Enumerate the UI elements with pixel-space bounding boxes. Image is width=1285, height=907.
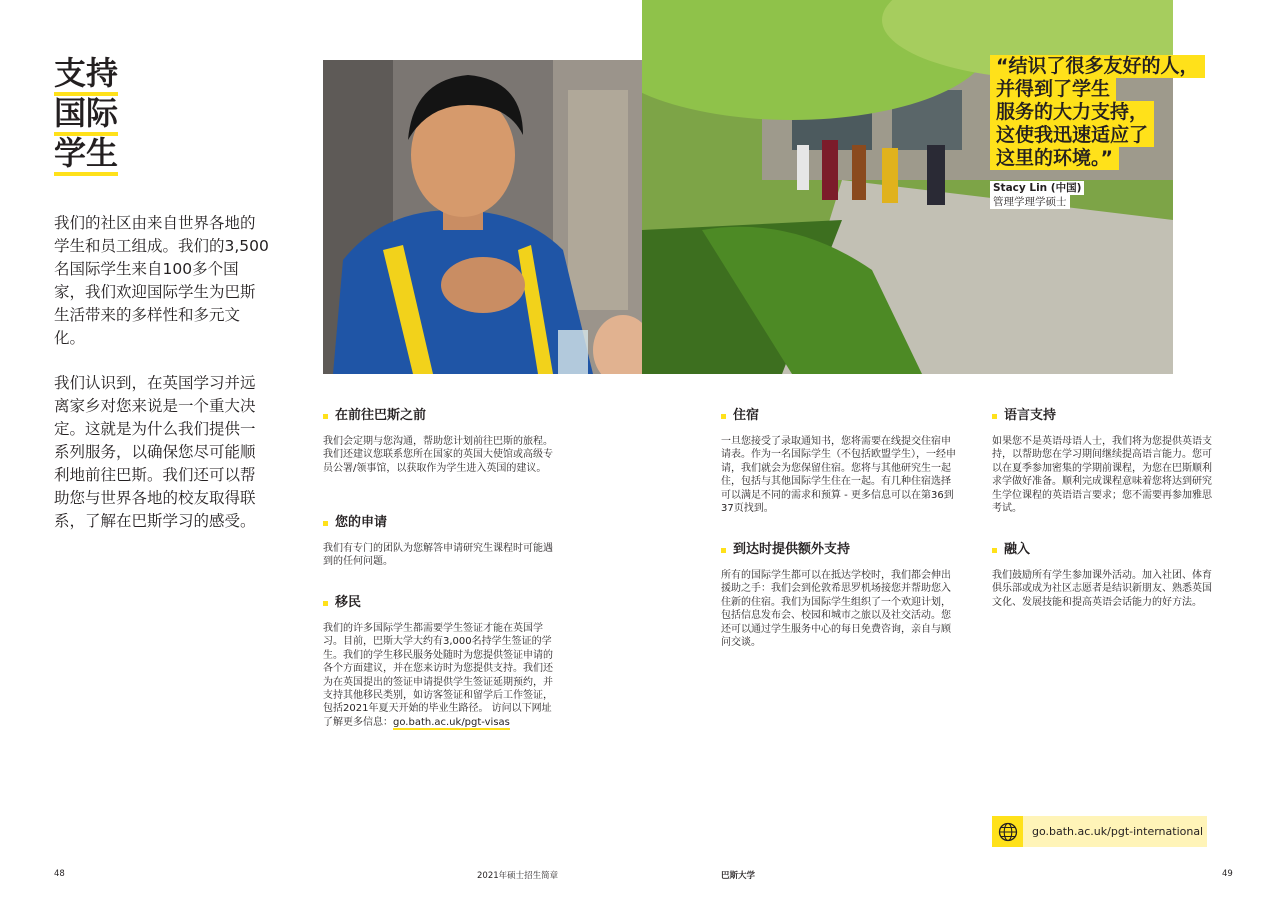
student-quote: [990, 55, 1220, 170]
quote-attribution: [990, 181, 1160, 209]
section-heading: 您的申请: [323, 515, 555, 531]
quote-line-4: 这使我迅速适应了: [990, 124, 1154, 147]
student-portrait-illustration: [323, 60, 642, 374]
section-body: [323, 622, 555, 729]
title-line-2: 国际: [54, 96, 118, 136]
page-number-left: 48: [54, 869, 65, 879]
intro-text: [54, 212, 269, 555]
page-title: [54, 56, 174, 176]
intro-paragraph-2: 我们认识到，在英国学习并远离家乡对您来说是一个重大决定。这就是为什么我们提供一系列服务，以确保您尽可能顺利地前往巴斯。我们还可以帮助您与世界各地的校友取得联系，了解在巴斯学习的感受。: [54, 374, 256, 530]
title-line-3: 学生: [54, 136, 118, 176]
international-link-text[interactable]: go.bath.ac.uk/pgt-international: [1032, 825, 1204, 838]
section-body: 我们会定期与您沟通，帮助您计划前往巴斯的旅程。我们还建议您联系您所在国家的英国大使馆或高级专员公署/领事馆，以获取作为学生进入英国的建议。: [323, 436, 553, 474]
section-integration: [992, 542, 1220, 609]
international-web-link[interactable]: [992, 816, 1207, 847]
section-before-arrival: [323, 408, 555, 475]
section-application: [323, 515, 555, 569]
section-heading: 融入: [992, 542, 1220, 558]
section-arrival-support: [721, 542, 959, 649]
footer-university-name: 巴斯大学: [721, 871, 756, 881]
quote-line-3: 服务的大力支持，: [990, 101, 1154, 124]
title-line-1: 支持: [54, 56, 118, 96]
section-heading: 到达时提供额外支持: [721, 542, 959, 558]
quote-author-name: Stacy Lin (中国): [990, 181, 1084, 195]
section-immigration: [323, 595, 555, 729]
visas-link[interactable]: go.bath.ac.uk/pgt-visas: [393, 716, 510, 728]
section-body: 一旦您接受了录取通知书，您将需要在线提交住宿申请表。作为一名国际学生（不包括欧盟学生），一经申请，我们就会为您保留住宿。您将与其他研究生一起住，包括与其他国际学生住在一起。有几种住宿选择可以满足不同的需求和预算 - 更多信息可以在第36到37页找到。: [721, 436, 956, 515]
section-body: 所有的国际学生都可以在抵达学校时，我们都会伸出援助之手：我们会到伦敦希思罗机场接您并帮助您入住新的住宿。我们为国际学生组织了一个欢迎计划，包括信息发布会、校园和城市之旅以及社交活动。您还可以通过学生服务中心的每日免费咨询，亲自与顾问交谈。: [721, 570, 951, 649]
quote-author-role: 管理学理学硕士: [990, 195, 1070, 209]
section-accommodation: [721, 408, 959, 515]
page-number-right: 49: [1222, 869, 1233, 879]
quote-line-1: “结识了很多友好的人，: [990, 55, 1205, 78]
intro-paragraph-1: 我们的社区由来自世界各地的学生和员工组成。我们的3,500名国际学生来自100多个国家，我们欢迎国际学生为巴斯生活带来的多样性和多元文化。: [54, 214, 269, 347]
globe-icon-graphic: [998, 822, 1018, 842]
student-portrait-photo: [323, 60, 642, 374]
section-heading: 在前往巴斯之前: [323, 408, 555, 424]
section-body: 我们鼓励所有学生参加课外活动。加入社团、体育俱乐部或成为社区志愿者是结识新朋友、熟悉英国文化、发展技能和提高英语会话能力的好方法。: [992, 570, 1212, 608]
section-heading: 语言支持: [992, 408, 1220, 424]
globe-icon: [992, 816, 1023, 847]
quote-line-2: 并得到了学生: [990, 78, 1116, 101]
section-heading: 移民: [323, 595, 555, 611]
section-body: 我们有专门的团队为您解答申请研究生课程时可能遇到的任何问题。: [323, 543, 553, 568]
footer-guide-title: 2021年硕士招生简章: [477, 871, 559, 881]
quote-line-5: 这里的环境。”: [990, 147, 1119, 170]
section-heading: 住宿: [721, 408, 959, 424]
immigration-text: 我们的许多国际学生都需要学生签证才能在英国学习。目前，巴斯大学大约有3,000名持学生签证的学生。我们的学生移民服务处随时为您提供签证申请的各个方面建议，并在您来访时为您提供支持。我们还为在英国提出的签证申请提供学生签证延期预约，并支持其他移民类别，如访客签证和留学后工作签证，包括2021年夏天开始的毕业生路径。 访问以下网址了解更多信息：: [323, 623, 553, 728]
section-language-support: [992, 408, 1220, 515]
section-body: 如果您不是英语母语人士，我们将为您提供英语支持，以帮助您在学习期间继续提高语言能力。您可以在夏季参加密集的学期前课程，为您在巴斯顺利求学做好准备。顺利完成课程意味着您将达到研究生学位课程的英语语言要求；您不需要再参加雅思考试。: [992, 436, 1212, 515]
